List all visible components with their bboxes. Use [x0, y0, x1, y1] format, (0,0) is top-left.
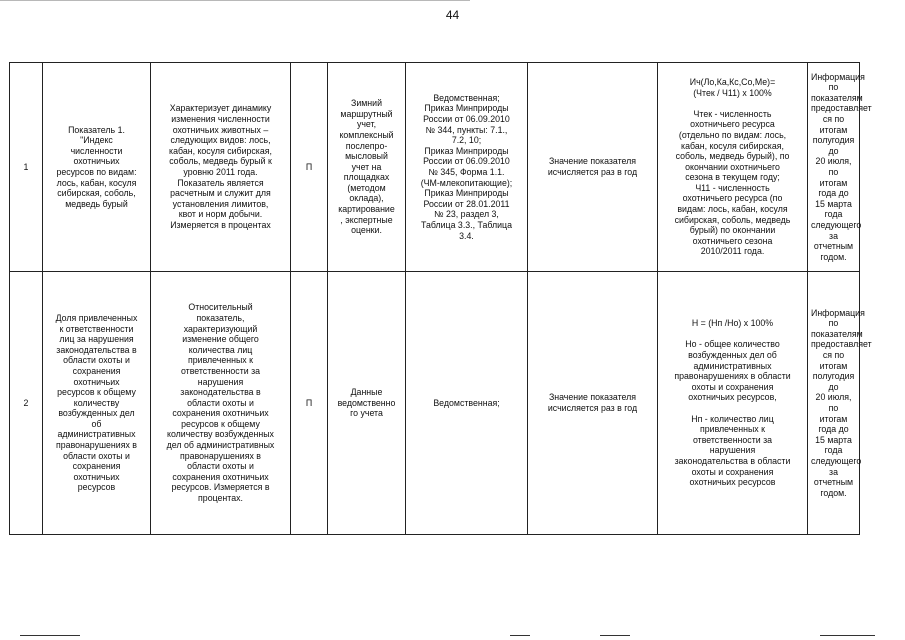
calculation-formula: Ич(Ло,Ка,Кс,Со,Ме)= (Чтек / Ч11) х 100% Чтек - численность охотничьего ресурса (отдельно по видам: лось, кабан, косуля сибирская, соболь, медведь бурый), по окончании охотничьего сезона в текущем году; Ч11 - численность охотничьего ресурса (по видам: лось, кабан, косуля сибирская, соболь, медведь бурый) по окончании охотничьего сезона 2010/2011 года.: [658, 63, 808, 272]
page-number: 44: [445, 8, 460, 22]
bottom-rule: [510, 635, 530, 636]
row-number: 1: [10, 63, 43, 272]
data-source: Ведомственная; Приказ Минприроды России от 06.09.2010 № 344, пункты: 7.1., 7.2, 10; Приказ Минприроды России от 06.09.2010 № 345, Форма 1.1. (ЧМ-млекопитающие); Приказ Минприроды России от 28.01.2011 № 23, раздел 3, Таблица 3.3., Таблица 3.4.: [406, 63, 528, 272]
collection-method: Зимний маршрутный учет, комплексный послепро- мысловый учет на площадках (методом оклада), картирование , экспертные оценки.: [328, 63, 406, 272]
calculation-formula: Н = (Нп /Но) х 100% Но - общее количество возбужденных дел об административных правонарушениях в области охоты и сохранения охотничьих ресурсов, Нп - количество лиц привлеченных к ответственности за нарушения законодательства в области охоты и сохранения охотничьих ресурсов: [658, 272, 808, 535]
bottom-rule: [20, 635, 80, 636]
indicator-name: Показатель 1. "Индекс численности охотничьих ресурсов по видам: лось, кабан, косуля сибирская, соболь, медведь бурый: [43, 63, 151, 272]
indicator-description: Относительный показатель, характеризующий изменение общего количества лиц привлеченных к ответственности за нарушения законодательства в области охоты и сохранения охотничьих ресурсов к общему количеству возбужденных дел об административных правонарушениях в области охоты и сохранения охотничьих ресурсов. Измеряется в процентах.: [151, 272, 291, 535]
table-row: [10, 272, 860, 535]
indicators-table: [9, 62, 872, 535]
row-number: 2: [10, 272, 43, 535]
indicator-description: Характеризует динамику изменения численности охотничьих животных – следующих видов: лось, кабан, косуля сибирская, соболь, медведь бурый к уровню 2011 года. Показатель является расчетным и служит для установления лимитов, квот и норм добычи. Измеряется в процентах: [151, 63, 291, 272]
frequency: Значение показателя исчисляется раз в год: [528, 272, 658, 535]
bottom-rule: [600, 635, 630, 636]
top-rule: [0, 0, 470, 1]
table-row: [10, 63, 860, 272]
bottom-rule: [820, 635, 875, 636]
collection-method: Данные ведомственно го учета: [328, 272, 406, 535]
data-source: Ведомственная;: [406, 272, 528, 535]
indicator-name: Доля привлеченных к ответственности лиц за нарушения законодательства в области охоты и сохранения охотничьих ресурсов к общему количеству возбужденных дел об административных правонарушениях в области охоты и сохранения охотничьих ресурсов: [43, 272, 151, 535]
indicator-type: П: [291, 272, 328, 535]
reporting-deadline: Информация по показателям предоставляет ся по итогам полугодия до 20 июля, по итогам года до 15 марта года следующего за отчетным годом.: [808, 63, 860, 272]
indicator-type: П: [291, 63, 328, 272]
reporting-deadline: Информация по показателям предоставляет ся по итогам полугодия до 20 июля, по итогам года до 15 марта года следующего за отчетным годом.: [808, 272, 860, 535]
frequency: Значение показателя исчисляется раз в год: [528, 63, 658, 272]
